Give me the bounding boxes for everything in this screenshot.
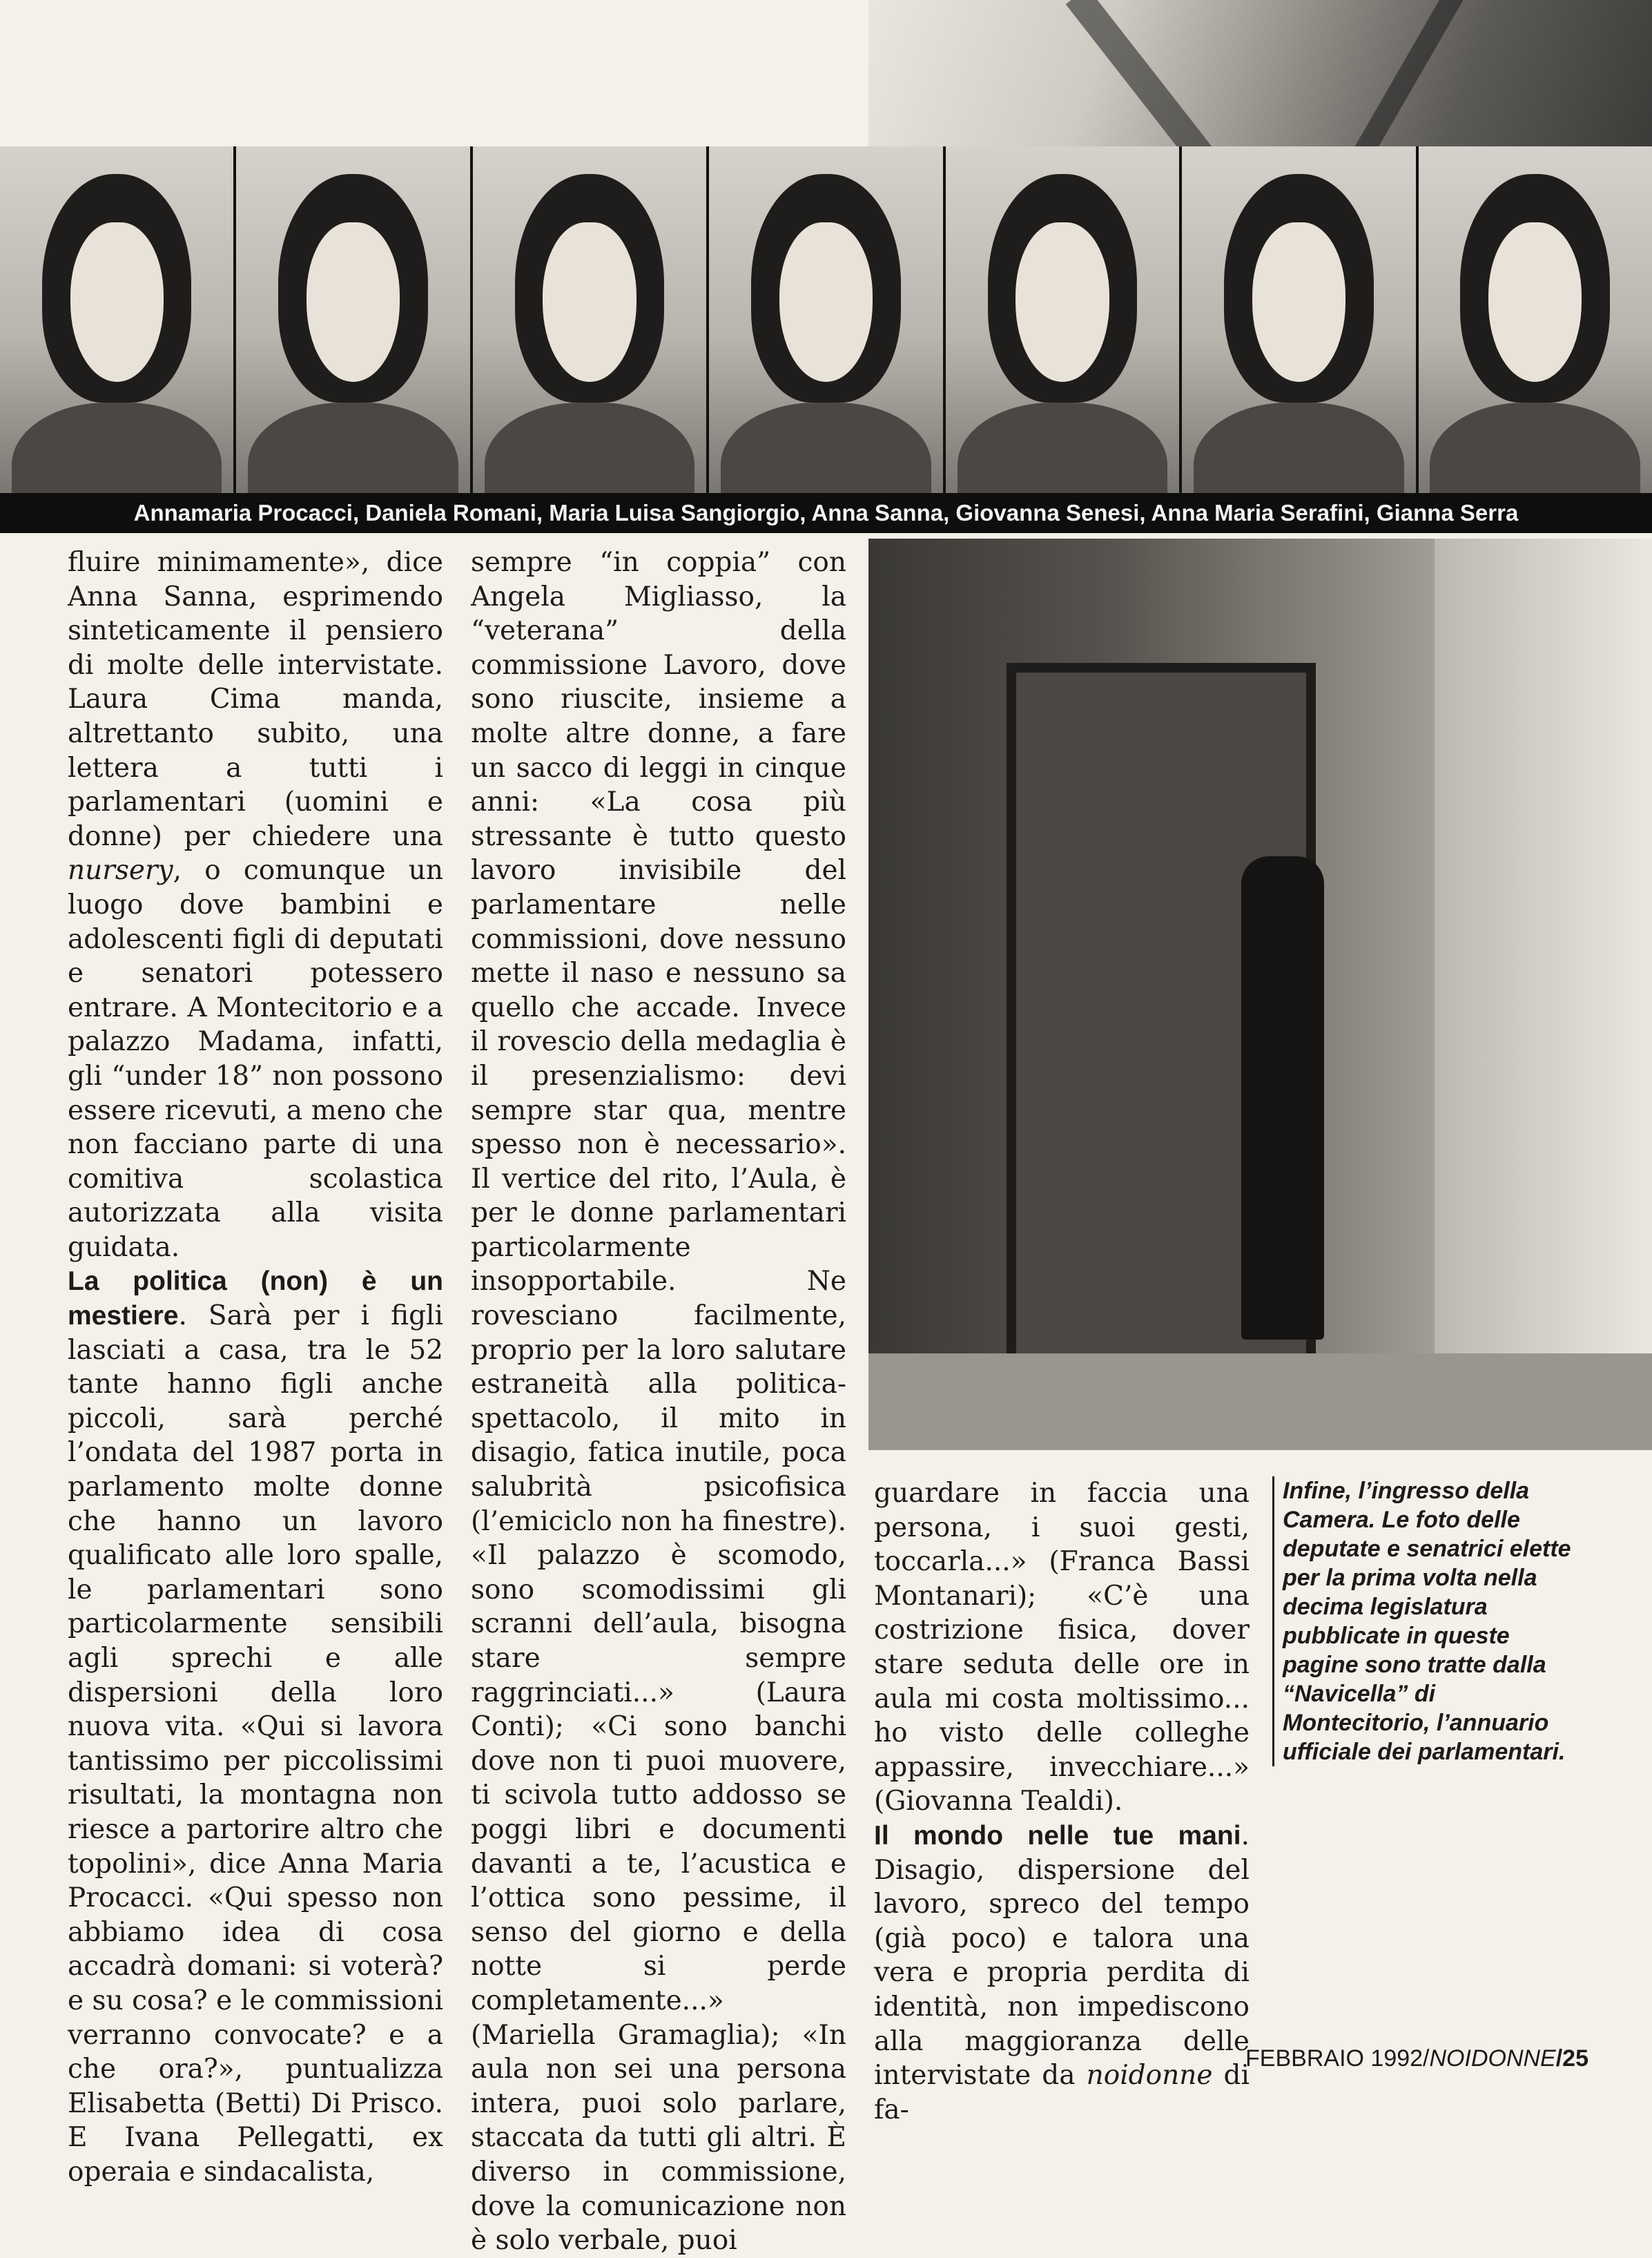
portrait-photo [946,146,1179,493]
portrait-caption: Annamaria Procacci, Daniela Romani, Maria Luisa Sangiorgio, Anna Sanna, Giovanna Senesi, Anna Maria Serafini, Gianna Serra [0,493,1652,533]
paragraph: sempre “in coppia” con Angela Migliasso, la “veterana” della commissione Lavoro, dove sono riuscite, insieme a molte altre donne, a fare un sacco di leggi in cinque anni: «La cosa più stressante è tutto questo lavoro invisibile del parlamentare nelle commissioni, dove nessuno mette il naso e nessuno sa quello che accade. Invece il rovescio della medaglia è il presenzialismo: devi sempre star qua, mentre spesso non è necessario». Il vertice del rito, l’Aula, è per le donne parlamentari particolarmente insopportabile. Ne rovesciano facilmente, proprio per la loro salutare estraneità alla politica-spettacolo, il mito in disagio, fatica inutile, poca salubrità psicofisica (l’emiciclo non ha finestre). «Il palazzo è scomodo, sono scomodissimi gli scranni dell’aula, bisogna stare sempre raggrinciati...» (Laura Conti); «Ci sono banchi dove non ti puoi muovere, ti scivola tutto addosso se poggi libri e documenti davanti a te, l’acustica e l’ottica sono pessime, il senso del giorno e della notte si perde completamente...» (Mariella Gramaglia); «In aula non sei una persona intera, puoi solo parlare, staccata da tutti gli altri. È diverso in commissione, dove la comunicazione non è solo verbale, puoi [471,547,846,2257]
guard-figure [1241,856,1324,1340]
portrait-photo [473,146,706,493]
paragraph: guardare in faccia una persona, i suoi gesti, toccarla...» (Franca Bassi Montanari); «C’è una costrizione fisica, dover stare seduta delle ore in aula mi costa moltissimo... ho visto delle colleghe appassire, invecchiare...» (Giovanna Tealdi). [874,1478,1250,1817]
text-run: . Sarà per i figli lasciati a casa, tra le 52 tante hanno figli anche piccoli, sarà perché l’ondata del 1987 porta in parlamento molte donne che hanno un lavoro qualificato alle loro spalle, le parlamentari sono particolarmente sensibili agli sprechi e alle dispersioni della loro nuova vita. «Qui si lavora tantissimo per piccolissimi risultati, la montagna non riesce a partorire altro che topolini», dice Anna Maria Procacci. «Qui spesso non abbiamo idea di cosa accadrà domani: si voterà? e su cosa? e le commissioni verranno convocate? e a che ora?», puntualizza Elisabetta (Betti) Di Prisco. E Ivana Pellegatti, ex operaia e sindacalista, [68,1300,443,2188]
top-building-photo [868,0,1652,146]
footer-page-number: /25 [1555,2045,1588,2072]
text-run-italic: nursery [68,855,173,887]
paragraph [68,546,443,1264]
footer-date: FEBBRAIO 1992/ [1245,2045,1430,2072]
portrait-photo [236,146,469,493]
column-pillar [1435,539,1652,1450]
page-footer [1245,2045,1588,2072]
portrait-photo [1419,146,1652,493]
paragraph [874,1819,1250,2127]
entrance-step [868,1353,1652,1450]
text-run: fluire minimamente», dice Anna Sanna, esprimendo sinteticamente il pensiero di molte delle intervistate. Laura Cima manda, altrettanto subito, una lettera a tutti i parlamentari (uomini e donne) per chiedere una [68,547,443,852]
photo-beam [1066,0,1224,146]
chamber-entrance-photo [868,539,1652,1450]
text-column-2 [471,546,846,2258]
portrait-photo [1182,146,1415,493]
portrait-strip [0,146,1652,493]
photo-beam [1343,0,1464,146]
section-heading: Il mondo nelle tue mani [874,1820,1241,1851]
text-column-3 [874,1476,1250,2127]
text-run: di fa- [874,2060,1250,2125]
portrait-photo [0,146,233,493]
text-column-1 [68,546,443,2190]
text-run-italic: noidonne [1086,2060,1213,2092]
footer-magazine: NOIDONNE [1429,2045,1556,2072]
paragraph [68,1264,443,2189]
section-heading: La politica (non) è un mestiere [68,1266,443,1331]
photo-caption: Infine, l’ingresso della Camera. Le foto delle deputate e senatrici elette per la prima volta nella decima legislatura pubblicate in queste pagine sono tratte dalla “Navicella” di Montecitorio, l’annuario ufficiale dei parlamentari. [1272,1476,1573,1766]
text-run: . Disagio, dispersione del lavoro, spreco del tempo (già poco) e talora una vera e propria perdita di identità, non impediscono alla maggioranza delle intervistate da [874,1820,1250,2092]
text-run: , o comunque un luogo dove bambini e adolescenti figli di deputati e senatori potessero entrare. A Montecitorio e a palazzo Madama, infatti, gli “under 18” non possono essere ricevuti, a meno che non facciano parte di una comitiva scolastica autorizzata alla visita guidata. [68,855,443,1263]
portrait-photo [709,146,942,493]
